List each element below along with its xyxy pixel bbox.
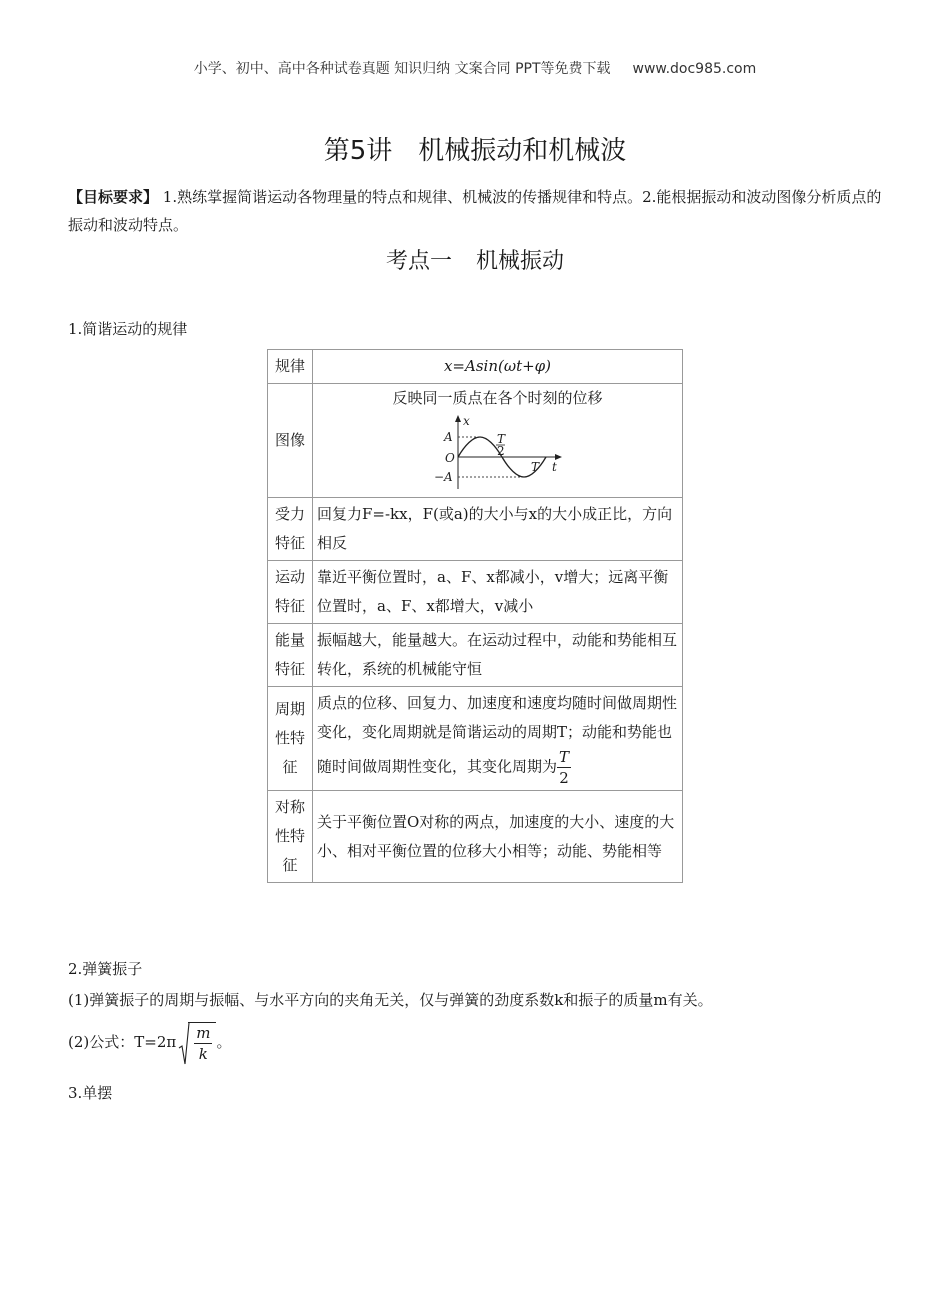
section-name: 机械振动 (476, 249, 565, 274)
graph-t-label: t (551, 460, 557, 474)
lecture-name: 机械振动和机械波 (418, 136, 627, 166)
lecture-number: 第5讲 (323, 136, 393, 166)
graph-cell (313, 384, 683, 498)
fraction-denominator: k (198, 1045, 208, 1063)
sqrt-fraction (194, 1023, 212, 1064)
table-row (268, 791, 683, 883)
graph-period-label: T (530, 460, 539, 474)
row-key: 图像 (268, 384, 313, 498)
banner-text: 小学、初中、高中各种试卷真题 知识归纳 文案合同 PPT等免费下载 (193, 61, 611, 77)
row-key: 运动特征 (268, 561, 313, 624)
graph-origin-label: O (444, 451, 455, 465)
banner-site[interactable]: www.doc985.com (632, 61, 757, 77)
half-period-fraction (557, 747, 571, 788)
graph-y-label: x (462, 414, 470, 428)
row-key: 对称性特征 (268, 791, 313, 883)
subheading-shm: 1.简谐运动的规律 (68, 320, 188, 338)
sqrt-expression (178, 1022, 216, 1064)
graph-amp-label: A (443, 430, 453, 444)
table-row (268, 384, 683, 498)
radical-sign-icon (178, 1022, 190, 1066)
graph-caption: 反映同一质点在各个时刻的位移 (392, 389, 603, 407)
table-row (268, 624, 683, 687)
spring-formula (68, 1022, 231, 1064)
row-value: 振幅越大，能量越大。在运动过程中，动能和势能相互转化，系统的机械能守恒 (313, 624, 683, 687)
graph-neg-amp-label: −A (433, 470, 453, 484)
formula-prefix: (2)公式：T=2π (68, 1033, 177, 1051)
goals-text: 1.熟练掌握简谐运动各物理量的特点和规律、机械波的传播规律和特点。2.能根据振动和波动图像分析质点的振动和波动特点。 (68, 188, 882, 234)
fraction-denominator: 2 (559, 769, 569, 787)
header-banner (0, 58, 950, 78)
table-row (268, 687, 683, 791)
row-key: 规律 (268, 350, 313, 384)
row-value: x=Asin(ωt+φ) (313, 350, 683, 384)
goals-paragraph (68, 183, 888, 239)
graph-halfT-den: 2 (496, 444, 505, 458)
section-index: 考点一 (385, 249, 452, 274)
shm-table (267, 349, 683, 883)
table-row (268, 561, 683, 624)
row-value-cell (313, 687, 683, 791)
row-key: 能量特征 (268, 624, 313, 687)
row-value: 质点的位移、回复力、加速度和速度均随时间做周期性变化，变化周期就是简谐运动的周期T；动能和势能也随时间做周期性变化，其变化周期为 (317, 694, 678, 776)
formula-suffix: 。 (216, 1033, 232, 1051)
goals-label: 【目标要求】 (68, 188, 159, 206)
subheading-spring: 2.弹簧振子 (68, 960, 143, 978)
row-value: 靠近平衡位置时，a、F、x都减小，v增大；远离平衡位置时，a、F、x都增大，v减小 (313, 561, 683, 624)
row-key: 受力特征 (268, 498, 313, 561)
lecture-title (0, 130, 950, 167)
row-value: 关于平衡位置O对称的两点，加速度的大小、速度的大小、相对平衡位置的位移大小相等；动能、势能相等 (313, 791, 683, 883)
subheading-pendulum: 3.单摆 (68, 1084, 113, 1102)
row-value: 回复力F=-kx，F(或a)的大小与x的大小成正比，方向相反 (313, 498, 683, 561)
sine-graph (428, 413, 568, 491)
fraction-numerator: T (559, 748, 570, 766)
graph-halfT-num: T (496, 432, 505, 446)
spring-paragraph-1: (1)弹簧振子的周期与振幅、与水平方向的夹角无关，仅与弹簧的劲度系数k和振子的质量m有关。 (68, 991, 713, 1009)
section-heading (0, 244, 950, 275)
fraction-numerator: m (196, 1024, 211, 1042)
table-row (268, 350, 683, 384)
table-row (268, 498, 683, 561)
row-key: 周期性特征 (268, 687, 313, 791)
